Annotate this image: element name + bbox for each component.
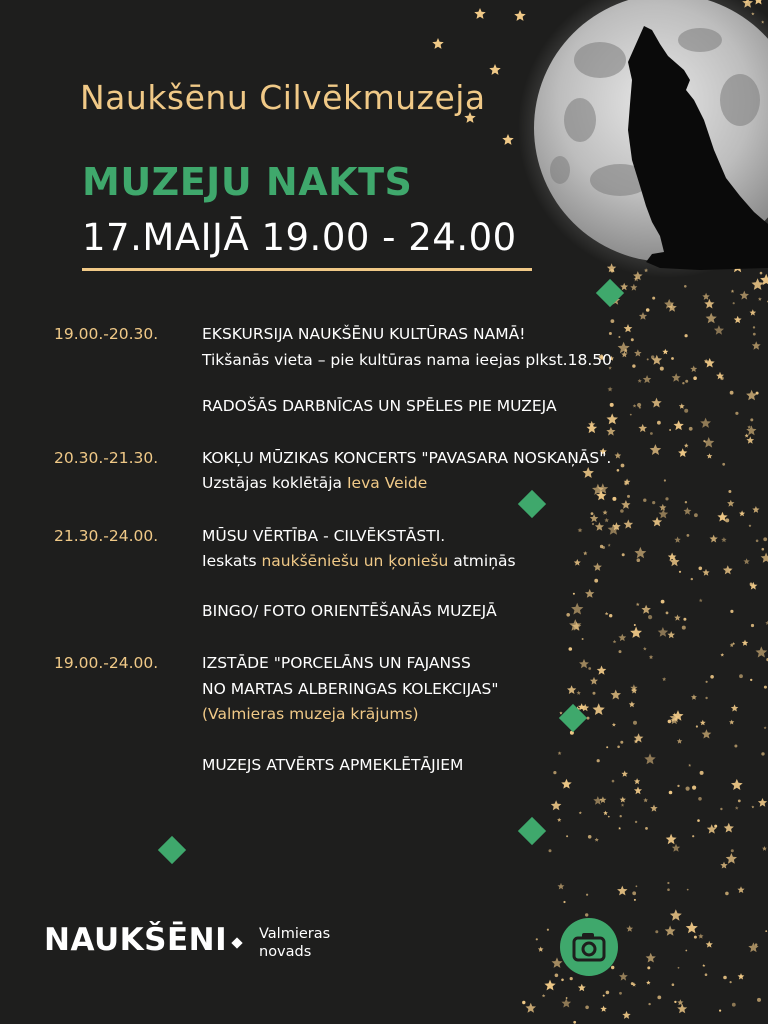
region-line: novads	[259, 944, 312, 960]
highlight-text: naukšēniešu un ķoniešu	[261, 552, 449, 570]
schedule-line: atmiņās	[448, 552, 516, 570]
camera-icon	[560, 918, 618, 976]
logo-text: NAUKŠĒNI	[44, 922, 228, 958]
schedule-line: MUZEJS ATVĒRTS APMEKLĒTĀJIEM	[202, 756, 464, 774]
performer-line	[202, 471, 427, 495]
schedule-line: Uzstājas koklētāja	[202, 474, 347, 492]
memories-line	[202, 549, 516, 573]
region-line: Valmieras	[259, 926, 331, 942]
schedule-line: KOKĻU MŪZIKAS KONCERTS "PAVASARA NOSKAŅĀS".	[202, 449, 612, 467]
logo-dot	[232, 937, 243, 948]
schedule-time: 19.00.-24.00.	[54, 654, 159, 672]
schedule-line: Ieskats	[202, 552, 262, 570]
naukseni-logo	[44, 922, 241, 958]
schedule-line: BINGO/ FOTO ORIENTĒŠANĀS MUZEJĀ	[202, 602, 497, 620]
schedule-line: IZSTĀDE "PORCELĀNS UN FAJANSS	[202, 654, 471, 672]
schedule-line: Tikšanās vieta – pie kultūras nama ieejas plkst.18.50	[202, 351, 612, 369]
museum-name: Naukšēnu Cilvēkmuzeja	[80, 78, 486, 117]
schedule-line: MŪSU VĒRTĪBA - CILVĒKSTĀSTI.	[202, 527, 446, 545]
schedule-time: 20.30.-21.30.	[54, 449, 159, 467]
performer-name: Ieva Veide	[346, 474, 428, 492]
region-label	[259, 925, 330, 961]
schedule-line: EKSKURSIJA NAUKŠĒNU KULTŪRAS NAMĀ!	[202, 325, 526, 343]
title-underline	[82, 268, 532, 271]
collection-source: (Valmieras muzeja krājums)	[202, 705, 419, 723]
schedule-time: 21.30.-24.00.	[54, 527, 159, 545]
event-date-time: 17.MAIJĀ 19.00 - 24.00	[82, 216, 517, 259]
schedule-time: 19.00.-20.30.	[54, 325, 159, 343]
event-title: MUZEJU NAKTS	[82, 160, 413, 204]
schedule-line: NO MARTAS ALBERINGAS KOLEKCIJAS"	[202, 680, 499, 698]
camera-button[interactable]	[560, 918, 618, 976]
schedule-line: RADOŠĀS DARBNĪCAS UN SPĒLES PIE MUZEJA	[202, 397, 557, 415]
